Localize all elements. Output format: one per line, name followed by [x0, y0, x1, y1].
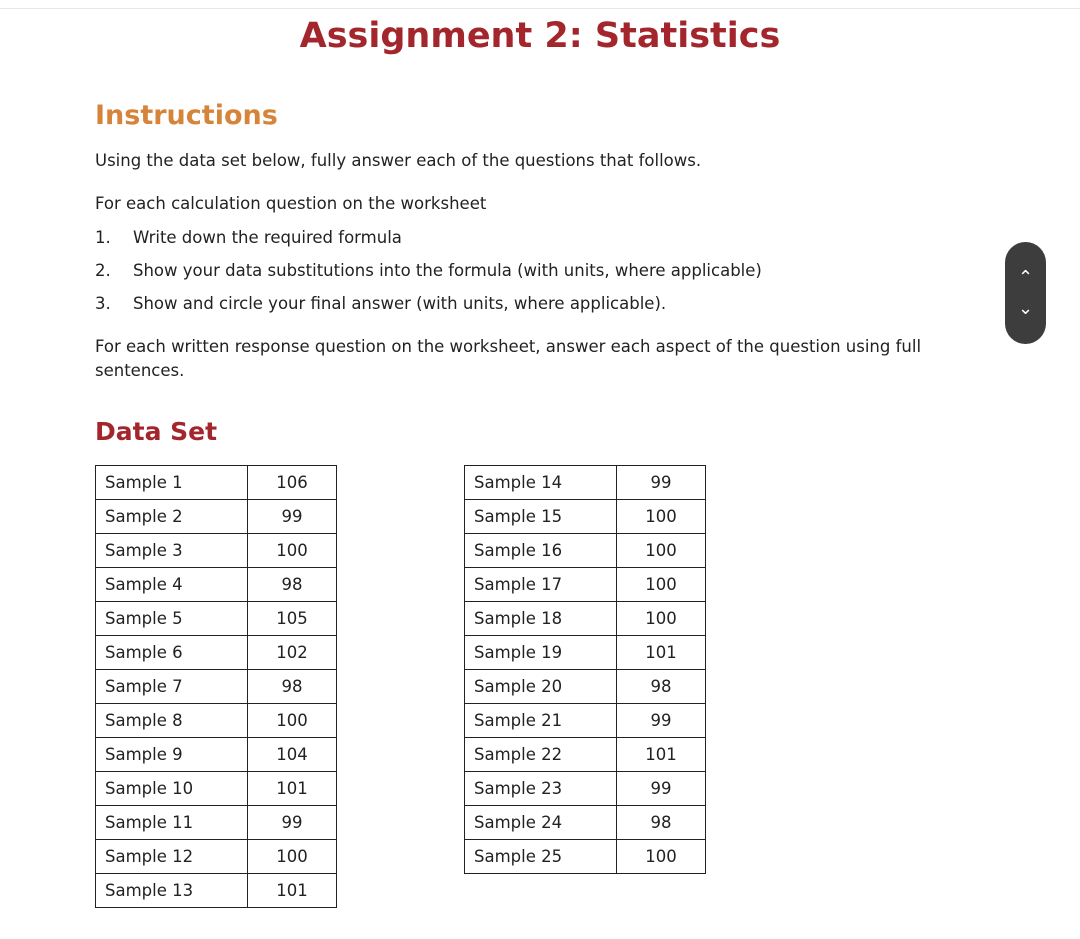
data-table-left	[95, 465, 337, 908]
table-row	[465, 568, 706, 602]
sample-label: Sample 2	[96, 500, 248, 534]
instructions-intro: Using the data set below, fully answer each of the questions that follows.	[95, 151, 702, 170]
table-row	[465, 840, 706, 874]
table-row	[465, 602, 706, 636]
sample-label: Sample 10	[96, 772, 248, 806]
sample-label: Sample 8	[96, 704, 248, 738]
table-row	[465, 636, 706, 670]
calculation-lead: For each calculation question on the worksheet	[95, 194, 487, 213]
written-response-text: For each written response question on the worksheet, answer each aspect of the question using full	[95, 337, 922, 356]
sample-label: Sample 13	[96, 874, 248, 908]
table-row	[465, 772, 706, 806]
sample-label: Sample 1	[96, 466, 248, 500]
table-row	[96, 738, 337, 772]
sample-label: Sample 15	[465, 500, 617, 534]
sample-label: Sample 12	[96, 840, 248, 874]
sample-label: Sample 16	[465, 534, 617, 568]
table-row	[96, 534, 337, 568]
table-row	[96, 636, 337, 670]
sample-value: 98	[617, 806, 706, 840]
sample-value: 99	[248, 500, 337, 534]
sample-label: Sample 19	[465, 636, 617, 670]
sample-label: Sample 3	[96, 534, 248, 568]
written-response-text-cont: sentences.	[95, 361, 185, 380]
sample-value: 100	[617, 840, 706, 874]
sample-value: 106	[248, 466, 337, 500]
sample-value: 100	[617, 500, 706, 534]
step-number: 1.	[95, 228, 111, 247]
sample-value: 98	[248, 670, 337, 704]
sample-label: Sample 25	[465, 840, 617, 874]
sample-value: 98	[617, 670, 706, 704]
sample-value: 101	[248, 874, 337, 908]
sample-label: Sample 6	[96, 636, 248, 670]
sample-label: Sample 9	[96, 738, 248, 772]
sample-value: 100	[617, 534, 706, 568]
table-row	[465, 534, 706, 568]
sample-label: Sample 18	[465, 602, 617, 636]
sample-value: 100	[617, 602, 706, 636]
sample-value: 100	[248, 704, 337, 738]
page-title: Assignment 2: Statistics	[299, 16, 781, 56]
sample-value: 101	[617, 636, 706, 670]
data-table-right	[464, 465, 706, 874]
sample-label: Sample 17	[465, 568, 617, 602]
table-row	[96, 500, 337, 534]
top-divider	[0, 8, 1080, 9]
sample-value: 99	[617, 772, 706, 806]
data-set-heading: Data Set	[95, 417, 218, 446]
table-row	[465, 670, 706, 704]
table-row	[96, 466, 337, 500]
instructions-heading: Instructions	[95, 100, 278, 131]
step-text: Show your data substitutions into the formula (with units, where applicable)	[133, 261, 762, 280]
table-row	[96, 568, 337, 602]
sample-label: Sample 11	[96, 806, 248, 840]
sample-label: Sample 4	[96, 568, 248, 602]
chevron-up-icon[interactable]: ⌃	[1017, 267, 1034, 288]
step-text: Write down the required formula	[133, 228, 402, 247]
table-row	[96, 840, 337, 874]
sample-value: 100	[248, 840, 337, 874]
table-row	[96, 806, 337, 840]
table-row	[465, 738, 706, 772]
step-number: 3.	[95, 294, 111, 313]
sample-value: 100	[617, 568, 706, 602]
table-row	[465, 466, 706, 500]
sample-label: Sample 23	[465, 772, 617, 806]
sample-value: 101	[617, 738, 706, 772]
sample-value: 99	[617, 704, 706, 738]
sample-label: Sample 20	[465, 670, 617, 704]
sample-label: Sample 5	[96, 602, 248, 636]
chevron-down-icon[interactable]: ⌄	[1017, 298, 1034, 319]
step-text: Show and circle your final answer (with units, where applicable).	[133, 294, 667, 313]
table-row	[465, 806, 706, 840]
sample-label: Sample 21	[465, 704, 617, 738]
page-nav-control	[1005, 242, 1046, 344]
sample-value: 99	[248, 806, 337, 840]
sample-value: 101	[248, 772, 337, 806]
sample-label: Sample 7	[96, 670, 248, 704]
sample-value: 98	[248, 568, 337, 602]
table-row	[465, 500, 706, 534]
table-row	[96, 874, 337, 908]
sample-label: Sample 24	[465, 806, 617, 840]
table-row	[96, 602, 337, 636]
table-row	[96, 704, 337, 738]
sample-value: 100	[248, 534, 337, 568]
step-number: 2.	[95, 261, 111, 280]
sample-label: Sample 22	[465, 738, 617, 772]
sample-value: 99	[617, 466, 706, 500]
sample-value: 104	[248, 738, 337, 772]
sample-value: 105	[248, 602, 337, 636]
sample-label: Sample 14	[465, 466, 617, 500]
table-row	[465, 704, 706, 738]
table-row	[96, 670, 337, 704]
sample-value: 102	[248, 636, 337, 670]
table-row	[96, 772, 337, 806]
